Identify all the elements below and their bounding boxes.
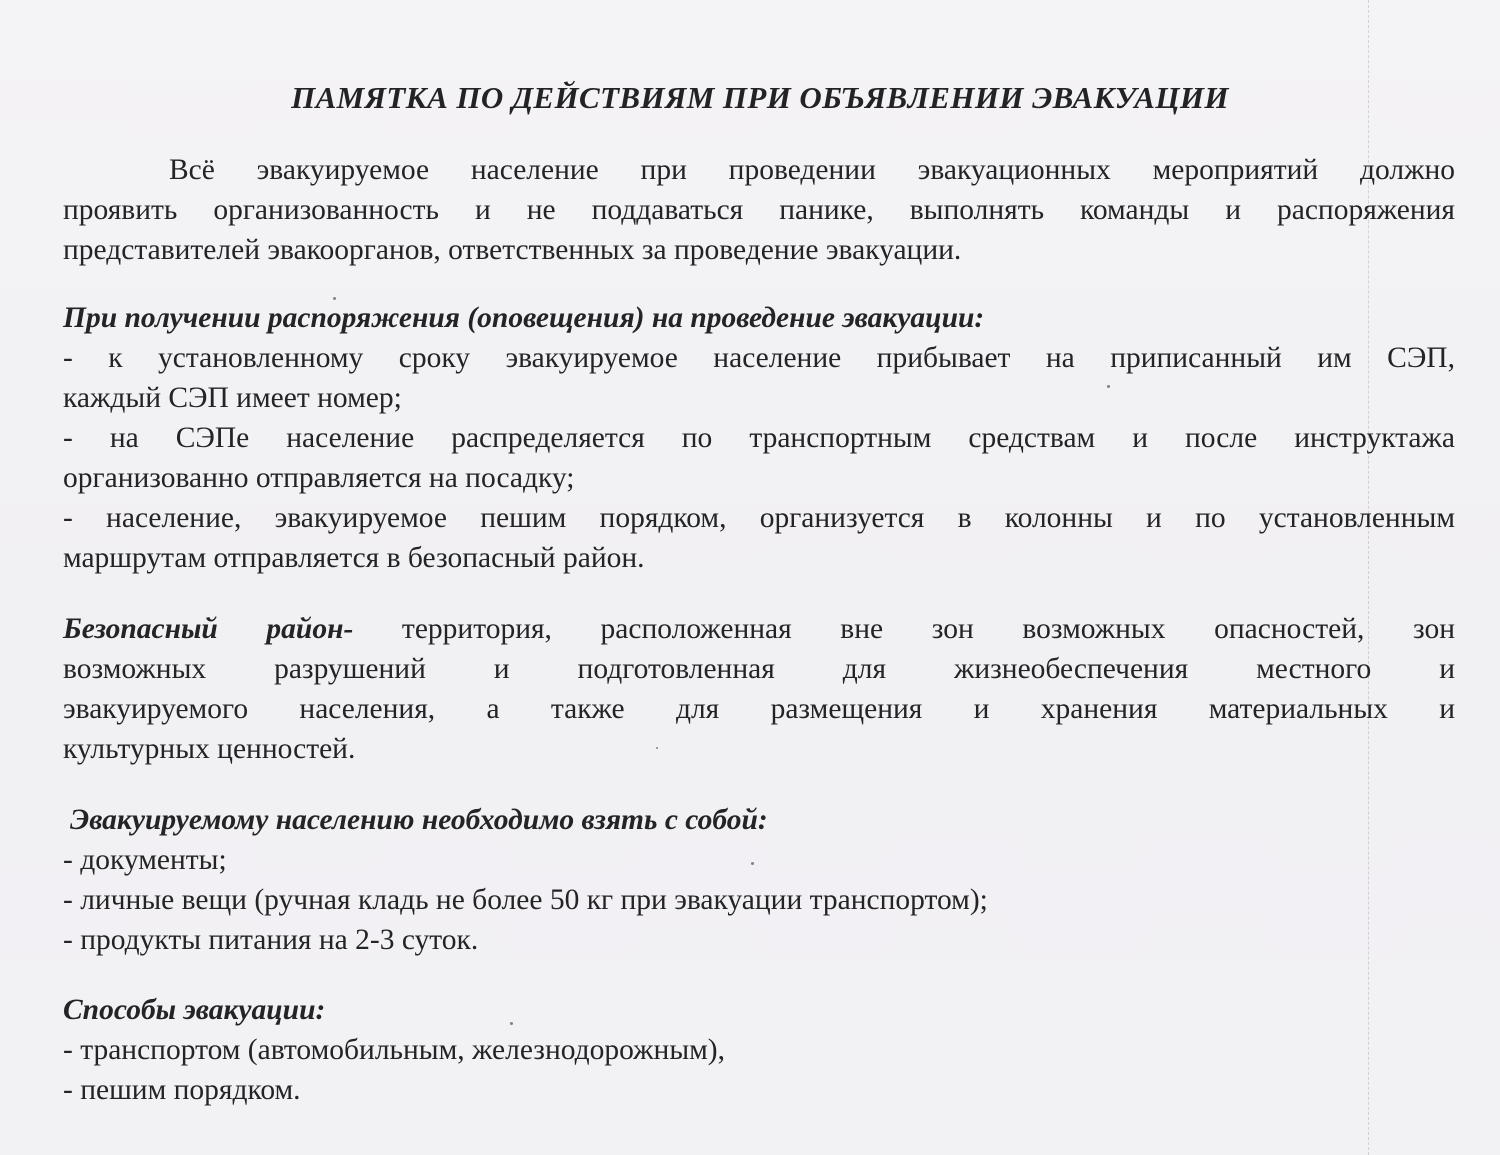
- safe-area-line: культурных ценностей.: [63, 733, 356, 765]
- order-item-line: - к установленному сроку эвакуируемое население прибывает на приписанный им СЭП,: [63, 342, 1455, 374]
- methods-item: - пешим порядком.: [63, 1074, 301, 1106]
- safe-area-term: Безопасный район-: [63, 613, 354, 645]
- methods-item: - транспортом (автомобильным, железнодорожным),: [63, 1034, 726, 1066]
- safe-area-definition: [63, 609, 1455, 769]
- take-with-heading: Эвакуируемому населению необходимо взять с собой:: [70, 804, 768, 836]
- safe-area-line: эвакуируемого населения, а также для размещения и хранения материальных и: [63, 693, 1455, 725]
- take-with-item: - личные вещи (ручная кладь не более 50 кг при эвакуации транспортом);: [63, 884, 988, 916]
- intro-line: представителей эвакоорганов, ответственных за проведение эвакуации.: [63, 234, 962, 266]
- safe-area-first-line: [63, 609, 1455, 649]
- order-item-line: маршрутам отправляется в безопасный район.: [63, 542, 645, 574]
- order-item-line: каждый СЭП имеет номер;: [63, 382, 402, 414]
- order-item-line: - на СЭПе население распределяется по транспортным средствам и после инструктажа: [63, 422, 1455, 454]
- intro-paragraph: [63, 150, 1455, 270]
- methods-heading: Способы эвакуации:: [63, 994, 326, 1026]
- order-item-line: - население, эвакуируемое пешим порядком, организуется в колонны и по установленным: [63, 502, 1455, 534]
- methods-section: [63, 990, 1455, 1110]
- take-with-item: - продукты питания на 2-3 суток.: [63, 924, 479, 956]
- intro-line: проявить организованность и не поддаваться панике, выполнять команды и распоряжения: [63, 194, 1455, 226]
- intro-line: Всё эвакуируемое население при проведении эвакуационных мероприятий должно: [169, 154, 1455, 186]
- safe-area-line: возможных разрушений и подготовленная для жизнеобеспечения местного и: [63, 653, 1455, 685]
- order-item-line: организованно отправляется на посадку;: [63, 462, 575, 494]
- take-with-item: - документы;: [63, 844, 227, 876]
- order-section: [63, 298, 1455, 578]
- order-section-heading: При получении распоряжения (оповещения) на проведение эвакуации:: [63, 302, 985, 334]
- document-title: ПАМЯТКА ПО ДЕЙСТВИЯМ ПРИ ОБЪЯВЛЕНИИ ЭВАКУАЦИИ: [291, 80, 1229, 115]
- take-with-section: [63, 800, 1455, 960]
- safe-area-line: территория, расположенная вне зон возможных опасностей, зон: [401, 613, 1455, 645]
